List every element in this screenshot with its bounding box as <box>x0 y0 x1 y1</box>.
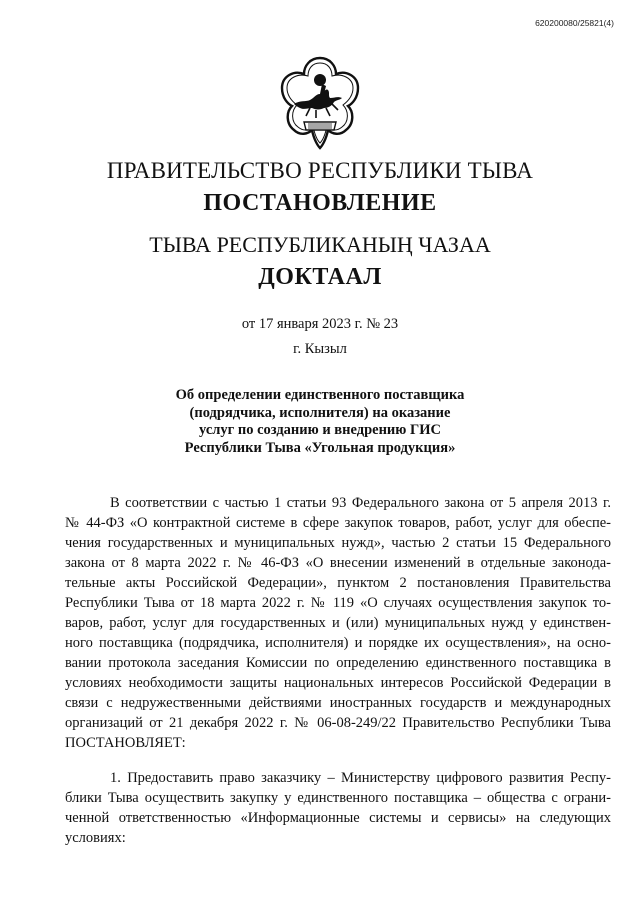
government-title: ПРАВИТЕЛЬСТВО РЕСПУБЛИКИ ТЫВА <box>106 158 534 183</box>
resolution-title: ПОСТАНОВЛЕНИЕ <box>203 190 437 216</box>
subject-line: Об определении единственного поставщика <box>175 387 465 403</box>
text-line: условиях: <box>65 830 126 846</box>
document-body <box>65 493 611 848</box>
text-line: вании протокола заседания Комиссии по определению единственного поставщика в <box>65 655 611 671</box>
text-line: блики Тыва осуществить закупку у единственного поставщика – общества с ограни- <box>65 790 611 806</box>
document-id: 620200080/25821(4) <box>535 18 614 28</box>
text-line: ПОСТАНОВЛЯЕТ: <box>65 735 186 751</box>
clause-1-paragraph <box>65 768 611 848</box>
text-line: тельные акты Российской Федерации», пунктом 2 постановления Правительства <box>65 575 611 591</box>
subject-line: Республики Тыва «Угольная продукция» <box>184 439 456 456</box>
document-city: г. Кызыл <box>293 341 347 357</box>
document-subject <box>0 387 640 457</box>
text-line: закона от 8 марта 2022 г. № 46-ФЗ «О внесении изменений в отдельные законода- <box>65 555 611 571</box>
text-line: В соответствии с частью 1 статьи 93 Федерального закона от 5 апреля 2013 г. <box>110 495 611 511</box>
subject-line: (подрядчика, исполнителя) на оказание <box>189 404 451 421</box>
text-line: Республики Тыва от 18 марта 2022 г. № 119 «О случаях осуществления закупок то- <box>65 595 611 611</box>
text-line: 1. Предоставить право заказчику – Министерству цифрового развития Респу- <box>110 770 611 786</box>
coat-of-arms-of-tuva-emblem <box>270 52 370 152</box>
text-line: ченной ответственностью «Информационные системы и сервисы» на следующих <box>65 810 611 826</box>
government-title-tuvan: ТЫВА РЕСПУБЛИКАНЫҢ ЧАЗАА <box>149 232 491 257</box>
text-line: связи с недружественными действиями иностранных государств и международных <box>65 695 611 711</box>
subject-line: услуг по созданию и внедрению ГИС <box>199 422 441 438</box>
text-line: организаций от 21 декабря 2022 г. № 06-08-249/22 Правительство Республики Тыва <box>65 715 611 731</box>
text-line: ного поставщика (подрядчика, исполнителя) и порядке их осуществления», на осно- <box>65 635 611 651</box>
document-date-number: от 17 января 2023 г. № 23 <box>241 316 399 332</box>
text-line: условиях необходимости защиты национальных интересов Российской Федерации в <box>65 675 611 691</box>
preamble-paragraph <box>65 493 611 753</box>
text-line: чения государственных и муниципальных нужд», частью 2 статьи 15 Федерального <box>65 535 611 551</box>
resolution-title-tuvan: ДОКТААЛ <box>258 264 382 290</box>
text-line: № 44-ФЗ «О контрактной системе в сфере закупок товаров, работ, услуг для обеспе- <box>65 515 611 531</box>
text-line: варов, работ, услуг для государственных и (или) муниципальных нужд у единствен- <box>65 615 611 631</box>
